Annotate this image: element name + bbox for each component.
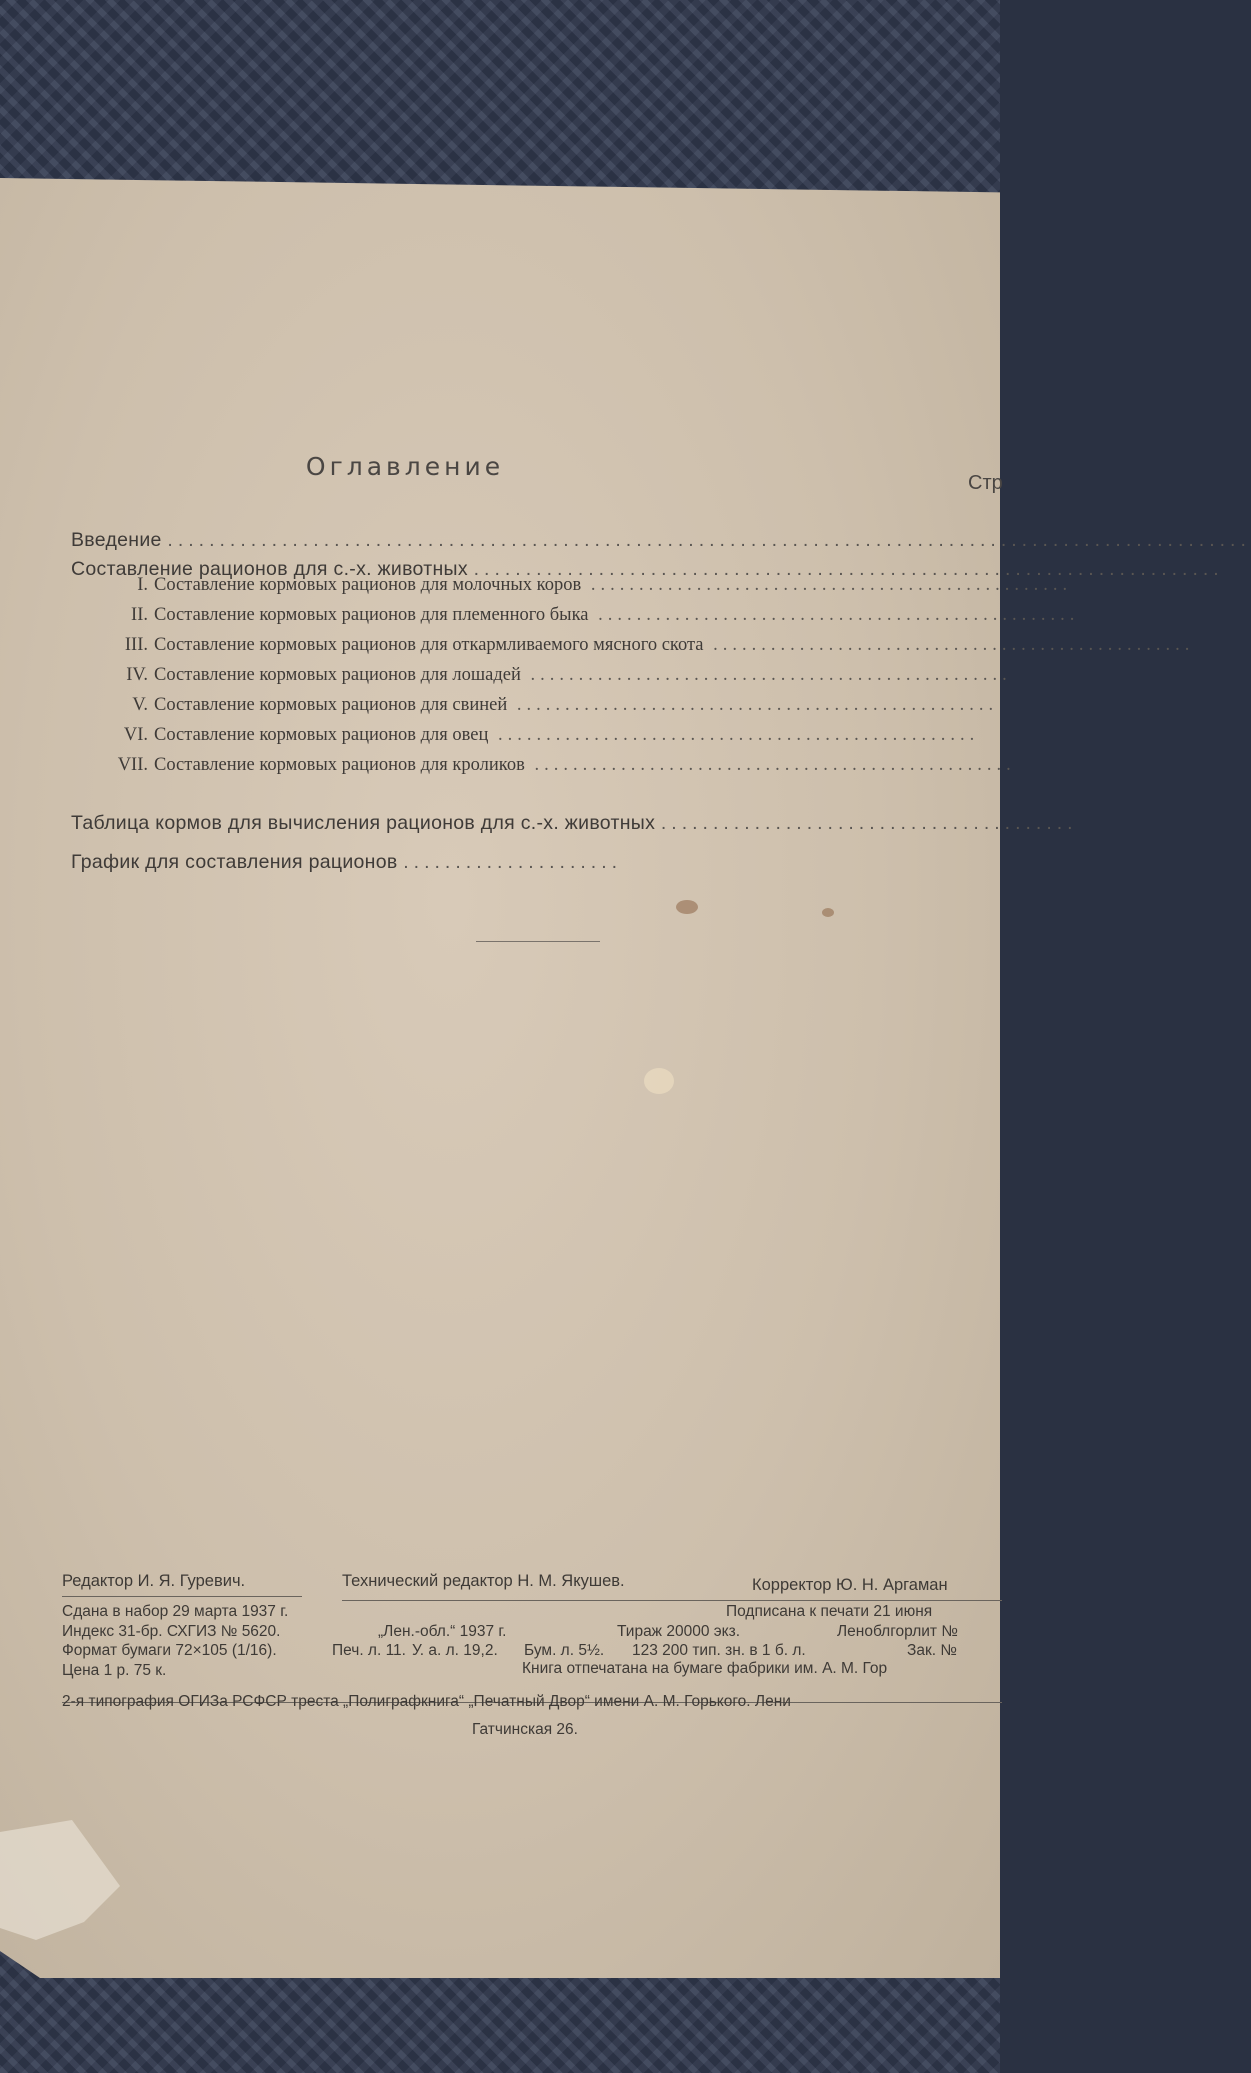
region-year: „Лен.-обл.“ 1937 г.	[378, 1622, 507, 1640]
underline-rule	[62, 1596, 302, 1597]
colophon-row	[62, 1720, 1012, 1740]
toc-subentry-number: III.	[124, 635, 148, 655]
colophon-row	[62, 1692, 1012, 1712]
toc-entry-introduction[interactable]	[71, 529, 1251, 552]
order-number: Зак. №	[907, 1642, 958, 1659]
toc-entry-label: Введение	[71, 529, 162, 551]
toc-entry-graph[interactable]	[71, 851, 1000, 874]
paper-stain	[822, 908, 834, 917]
paper-damage	[644, 1068, 674, 1094]
toc-subentry-7[interactable]	[100, 755, 1016, 776]
toc-leader-dots: ..................................................	[524, 755, 1016, 775]
toc-subentry-label: Составление кормовых рационов для кроликов	[154, 755, 525, 775]
toc-leader-dots: ........................................................................................................	[167, 529, 1251, 551]
toc-entry-label: Таблица кормов для вычисления рационов для с.-х. животных	[71, 812, 656, 834]
signed-to-print: Подписана к печати 21 июня	[726, 1603, 933, 1620]
characters-per-sheet: 123 200 тип. зн. в 1 б. л.	[632, 1642, 806, 1659]
toc-subentry-label: Составление кормовых рационов для овец	[154, 725, 489, 745]
editor-credit: Редактор И. Я. Гуревич.	[62, 1572, 246, 1590]
toc-subentry-4[interactable]	[100, 665, 1012, 686]
colophon-staff-row	[62, 1572, 1012, 1596]
colophon-row	[62, 1622, 1012, 1642]
toc-leader-dots: ..................................................	[488, 725, 980, 745]
corrector-credit: Корректор Ю. Н. Аргаман	[752, 1576, 948, 1594]
paper-source: Книга отпечатана на бумаге фабрики им. А. М. Гор	[522, 1659, 888, 1677]
toc-subentry-1[interactable]	[100, 575, 1073, 596]
toc-subentry-number: VII.	[117, 755, 148, 775]
toc-entry-label: Составление рационов для с.-х. животных	[71, 558, 468, 580]
toc-subentry-label: Составление кормовых рационов для откармливаемого мясного скота	[154, 635, 704, 655]
toc-subentry-label: Составление кормовых рационов для молочных коров	[154, 575, 582, 595]
toc-leader-dots: ..................................................	[588, 605, 1080, 625]
toc-leader-dots: ..................................................	[581, 575, 1073, 595]
colophon-row	[62, 1602, 1012, 1622]
toc-subentry-number: VI.	[123, 725, 148, 745]
toc-title: Оглавление	[305, 452, 505, 481]
colophon	[62, 1572, 1012, 1739]
toc-subentry-number: IV.	[126, 665, 148, 685]
colophon-row	[62, 1661, 1012, 1681]
toc-leader-dots: ..................................................	[520, 665, 1012, 685]
index-number: Индекс 31-бр. СХГИЗ № 5620.	[62, 1622, 281, 1640]
toc-subentry-3[interactable]	[100, 635, 1195, 656]
print-run: Тираж 20000 экз.	[617, 1622, 741, 1640]
toc-leader-dots: ........................................................................	[473, 558, 1224, 580]
toc-subentry-5[interactable]	[100, 695, 1000, 716]
paper-stain	[676, 900, 698, 914]
toc-entry-feed-table[interactable]	[71, 812, 1078, 835]
toc-subentry-label: Составление кормовых рационов для лошадей	[154, 665, 521, 685]
paper-format: Формат бумаги 72×105 (1/16).	[62, 1642, 277, 1659]
page-column-label: Стр	[968, 472, 1003, 494]
toc-entry-label: График для составления рационов	[71, 851, 398, 873]
toc-subentry-label: Составление кормовых рационов для свиней	[154, 695, 508, 715]
printing-house: 2-я типография ОГИЗа РСФСР треста „Полиграфкнига“ „Печатный Двор“ имени А. М. Горького. Лени	[62, 1693, 791, 1710]
sent-to-typesetting: Сдана в набор 29 марта 1937 г.	[62, 1603, 289, 1620]
paper-sheets: Бум. л. 5½.	[524, 1642, 605, 1659]
tech-editor-credit: Технический редактор Н. М. Якушев.	[342, 1572, 625, 1590]
toc-subentry-number: V.	[132, 695, 148, 715]
printing-address: Гатчинская 26.	[472, 1720, 578, 1738]
toc-subentry-2[interactable]	[100, 605, 1080, 626]
toc-leader-dots: .....................	[403, 851, 623, 873]
toc-leader-dots: ..................................................	[703, 635, 1195, 655]
price: Цена 1 р. 75 к.	[62, 1661, 167, 1679]
toc-subentry-number: II.	[131, 605, 148, 625]
print-sheets: Печ. л. 11.	[332, 1642, 406, 1659]
toc-leader-dots: ........................................	[660, 812, 1078, 834]
toc-leader-dots: ..................................................	[507, 695, 999, 715]
lenoblgorlit: Леноблгорлит №	[837, 1622, 958, 1640]
underline-rule	[342, 1600, 1002, 1601]
toc-subentry-number: I.	[137, 575, 148, 595]
toc-subentry-6[interactable]	[100, 725, 1000, 746]
divider-rule	[476, 941, 600, 942]
toc-subentry-label: Составление кормовых рационов для племенного быка	[154, 605, 589, 625]
author-sheets: У. а. л. 19,2.	[412, 1642, 498, 1659]
